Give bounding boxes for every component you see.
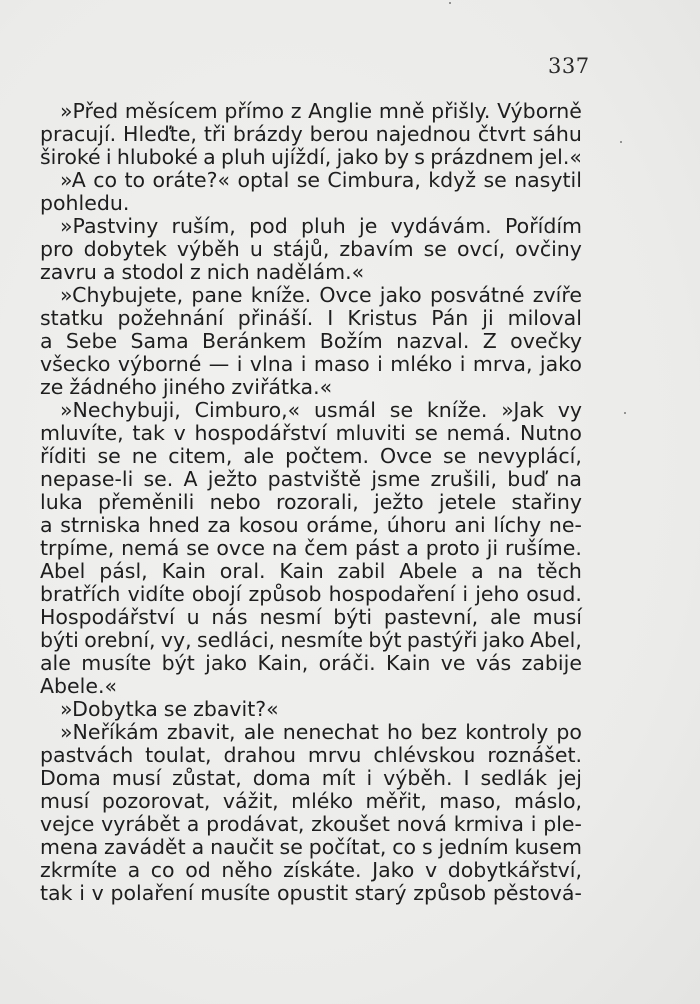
- text-line: »Dobytka se zbavit?«: [60, 697, 279, 721]
- text-line: všecko výborné — i vlna i maso i mléko i mrva, jako: [40, 352, 582, 376]
- text-line: musí pozorovat, vážit, mléko měřit, maso, máslo,: [40, 789, 582, 813]
- page-number: 337: [548, 54, 590, 78]
- text-line: pohledu.: [40, 191, 130, 215]
- paper-speck: [449, 2, 451, 4]
- text-line: zkrmíte a co od něho získáte. Jako v dobytkářství,: [40, 858, 582, 882]
- text-line: »Pastviny ruším, pod pluh je vydávám. Pořídím: [60, 214, 582, 238]
- text-line: tak i v polaření musíte opustit starý způsob pěstová-: [40, 881, 582, 905]
- body-text: [40, 100, 582, 905]
- text-line: »A co to oráte?« optal se Cimbura, když se nasytil: [60, 168, 582, 192]
- text-line: ze žádného jiného zviřátka.«: [40, 375, 333, 399]
- text-line: »Před měsícem přímo z Anglie mně přišly. Výborně: [60, 99, 582, 123]
- text-line: mena zavádět a naučit se počítat, co s jedním kusem: [40, 835, 582, 859]
- text-line: pastvách toulat, drahou mrvu chlévskou roznášet.: [40, 743, 582, 767]
- text-line: Doma musí zůstat, doma mít i výběh. I sedlák jej: [40, 766, 582, 790]
- text-line: a Sebe Sama Beránkem Božím nazval. Z ovečky: [40, 329, 582, 353]
- paper-speck: [620, 141, 622, 143]
- text-line: statku požehnání přináší. I Kristus Pán ji miloval: [40, 306, 582, 330]
- text-line: a strniska hned za kosou oráme, úhoru ani líchy ne-: [40, 513, 582, 537]
- text-line: »Neříkám zbavit, ale nenechat ho bez kontroly po: [60, 720, 582, 744]
- text-line: Abele.«: [40, 674, 118, 698]
- text-line: pracují. Hleďte, tři brázdy berou najednou čtvrt sáhu: [40, 122, 582, 146]
- text-line: Abel pásl, Kain oral. Kain zabil Abele a na těch: [40, 559, 582, 583]
- text-line: Hospodářství u nás nesmí býti pastevní, ale musí: [40, 605, 582, 629]
- text-line: říditi se ne citem, ale počtem. Ovce se nevyplácí,: [40, 444, 582, 468]
- text-line: býti orební, vy, sedláci, nesmíte být pastýři jako Abel,: [40, 628, 582, 652]
- text-line: vejce vyrábět a prodávat, zkoušet nová krmiva i ple-: [40, 812, 582, 836]
- text-line: zavru a stodol z nich nadělám.«: [40, 260, 365, 284]
- text-line: bratřích vidíte obojí způsob hospodaření i jeho osud.: [40, 582, 582, 606]
- text-line: mluvíte, tak v hospodářství mluviti se nemá. Nutno: [40, 421, 582, 445]
- text-line: »Chybujete, pane kníže. Ovce jako posvátné zvíře: [60, 283, 582, 307]
- text-line: luka přeměnili nebo rozorali, ježto jetele stařiny: [40, 490, 582, 514]
- paper-speck: [624, 412, 626, 414]
- text-line: »Nechybuji, Cimburo,« usmál se kníže. »Jak vy: [60, 398, 582, 422]
- text-line: trpíme, nemá se ovce na čem pást a proto ji rušíme.: [40, 536, 582, 560]
- text-line: pro dobytek výběh u stájů, zbavím se ovcí, ovčiny: [40, 237, 582, 261]
- text-line: nepase-li se. A ježto pastviště jsme zrušili, buď na: [40, 467, 582, 491]
- text-line: široké i hluboké a pluh ujíždí, jako by s prázdnem jel.«: [40, 145, 582, 169]
- text-line: ale musíte být jako Kain, oráči. Kain ve vás zabije: [40, 651, 582, 675]
